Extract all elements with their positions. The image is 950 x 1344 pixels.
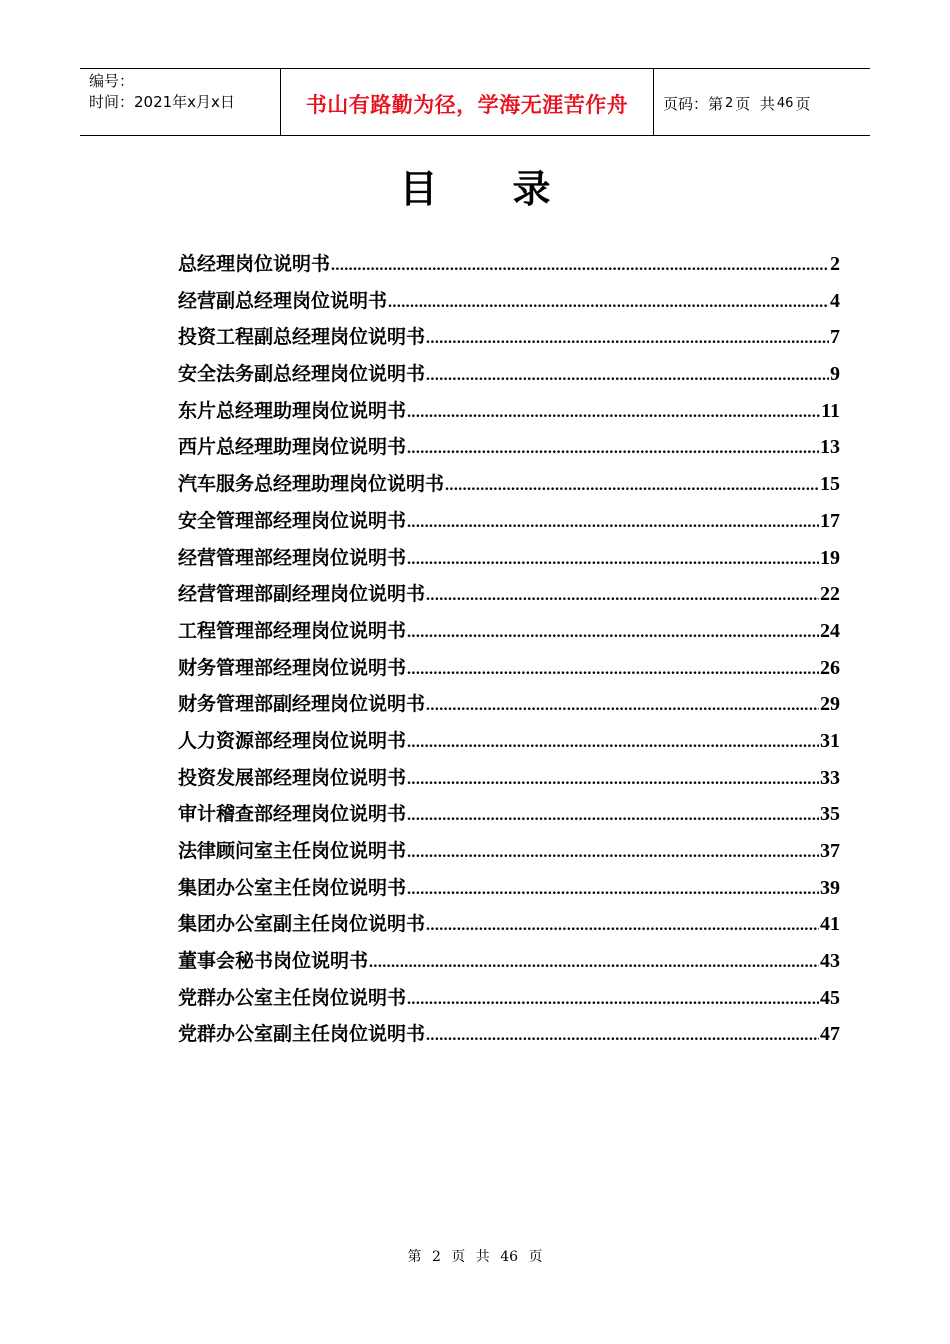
toc-entry[interactable] bbox=[178, 983, 840, 1020]
header-slogan: 书山有路勤为径，学海无涯苦作舟 bbox=[281, 69, 654, 135]
toc-entry-label: 投资工程副总经理岗位说明书 bbox=[178, 326, 426, 349]
toc-entry-page: 4 bbox=[830, 289, 840, 312]
toc-entry[interactable] bbox=[178, 543, 840, 580]
toc-entry-label: 投资发展部经理岗位说明书 bbox=[178, 766, 407, 789]
page-title: 目录 bbox=[399, 167, 626, 211]
document-number-label: 编号： bbox=[89, 72, 135, 90]
toc-leader-dots bbox=[407, 661, 819, 679]
toc-entry-page: 24 bbox=[820, 619, 840, 642]
toc-entry-label: 工程管理部经理岗位说明书 bbox=[178, 619, 407, 642]
page-total: 46 bbox=[776, 95, 794, 111]
toc-entry[interactable] bbox=[178, 469, 840, 506]
toc-entry-page: 17 bbox=[820, 509, 840, 532]
toc-entry-page: 2 bbox=[830, 253, 840, 275]
toc-leader-dots bbox=[426, 917, 819, 935]
toc-leader-dots bbox=[407, 551, 819, 569]
toc-entry-page: 7 bbox=[830, 326, 840, 349]
toc-entry[interactable] bbox=[178, 1019, 840, 1056]
table-of-contents bbox=[178, 249, 840, 1056]
toc-leader-dots bbox=[407, 440, 819, 458]
toc-entry-label: 财务管理部经理岗位说明书 bbox=[178, 656, 407, 679]
toc-leader-dots bbox=[331, 257, 829, 275]
toc-entry-label: 法律顾问室主任岗位说明书 bbox=[178, 840, 407, 862]
toc-leader-dots bbox=[407, 991, 819, 1009]
toc-leader-dots bbox=[407, 807, 819, 825]
toc-leader-dots bbox=[426, 367, 829, 385]
toc-entry-label: 人力资源部经理岗位说明书 bbox=[178, 729, 407, 752]
page-footer: 第 2 页 共 46 页 bbox=[407, 1249, 543, 1265]
toc-entry-label: 党群办公室主任岗位说明书 bbox=[178, 986, 407, 1009]
header-page-info bbox=[654, 69, 870, 135]
toc-leader-dots bbox=[407, 844, 819, 862]
toc-entry-page: 35 bbox=[820, 803, 840, 826]
toc-entry-label: 财务管理部副经理岗位说明书 bbox=[178, 693, 426, 716]
toc-leader-dots bbox=[407, 624, 819, 642]
document-date: 时间：2021年x月x日 bbox=[89, 93, 235, 111]
toc-entry-page: 45 bbox=[820, 986, 840, 1009]
toc-leader-dots bbox=[445, 477, 819, 495]
toc-entry[interactable] bbox=[178, 726, 840, 763]
toc-entry[interactable] bbox=[178, 873, 840, 910]
toc-leader-dots bbox=[388, 294, 829, 312]
toc-entry-page: 22 bbox=[820, 583, 840, 606]
toc-entry-page: 37 bbox=[820, 840, 840, 862]
page-current: 2 bbox=[725, 95, 734, 111]
toc-entry-page: 41 bbox=[820, 913, 840, 936]
toc-entry[interactable] bbox=[178, 286, 840, 323]
toc-entry-label: 经营管理部副经理岗位说明书 bbox=[178, 583, 426, 606]
toc-entry-page: 39 bbox=[820, 876, 840, 899]
toc-entry-label: 集团办公室副主任岗位说明书 bbox=[178, 913, 426, 936]
toc-entry-page: 15 bbox=[820, 473, 840, 496]
toc-entry[interactable] bbox=[178, 432, 840, 469]
toc-entry-page: 19 bbox=[820, 546, 840, 569]
toc-leader-dots bbox=[407, 881, 819, 899]
toc-leader-dots bbox=[407, 404, 820, 422]
toc-entry-label: 西片总经理助理岗位说明书 bbox=[178, 436, 407, 459]
toc-entry-label: 安全法务副总经理岗位说明书 bbox=[178, 363, 426, 386]
toc-entry-page: 43 bbox=[820, 950, 840, 973]
toc-entry[interactable] bbox=[178, 396, 840, 433]
toc-entry-page: 29 bbox=[820, 693, 840, 716]
page-prefix: 页码：第 bbox=[663, 94, 724, 113]
toc-entry-label: 集团办公室主任岗位说明书 bbox=[178, 876, 407, 899]
toc-leader-dots bbox=[407, 734, 819, 752]
toc-entry-label: 董事会秘书岗位说明书 bbox=[178, 950, 369, 973]
header-meta bbox=[80, 69, 281, 135]
toc-entry-label: 党群办公室副主任岗位说明书 bbox=[178, 1023, 426, 1046]
toc-entry-page: 33 bbox=[820, 766, 840, 789]
toc-entry-page: 9 bbox=[830, 363, 840, 386]
toc-entry[interactable] bbox=[178, 322, 840, 359]
toc-entry-page: 31 bbox=[820, 729, 840, 752]
toc-entry[interactable] bbox=[178, 616, 840, 653]
toc-leader-dots bbox=[426, 1027, 819, 1045]
toc-entry[interactable] bbox=[178, 909, 840, 946]
toc-entry[interactable] bbox=[178, 359, 840, 396]
toc-entry[interactable] bbox=[178, 689, 840, 726]
toc-entry-label: 经营副总经理岗位说明书 bbox=[178, 289, 388, 312]
toc-entry-label: 安全管理部经理岗位说明书 bbox=[178, 509, 407, 532]
toc-leader-dots bbox=[369, 954, 819, 972]
toc-entry-page: 11 bbox=[821, 399, 840, 422]
toc-leader-dots bbox=[407, 771, 819, 789]
toc-entry-label: 经营管理部经理岗位说明书 bbox=[178, 546, 407, 569]
toc-entry[interactable] bbox=[178, 506, 840, 543]
toc-entry[interactable] bbox=[178, 799, 840, 836]
toc-entry[interactable] bbox=[178, 763, 840, 800]
toc-entry-label: 汽车服务总经理助理岗位说明书 bbox=[178, 473, 445, 496]
toc-entry-page: 26 bbox=[820, 656, 840, 679]
toc-entry-label: 审计稽查部经理岗位说明书 bbox=[178, 803, 407, 826]
page-suffix: 页 bbox=[795, 94, 811, 113]
toc-entry[interactable] bbox=[178, 653, 840, 690]
page-mid: 页 共 bbox=[735, 94, 775, 113]
toc-entry-page: 13 bbox=[820, 436, 840, 459]
toc-entry-page: 47 bbox=[820, 1023, 840, 1046]
toc-leader-dots bbox=[426, 697, 819, 715]
toc-entry[interactable] bbox=[178, 249, 840, 286]
toc-leader-dots bbox=[426, 330, 829, 348]
toc-entry[interactable] bbox=[178, 579, 840, 616]
toc-entry-label: 东片总经理助理岗位说明书 bbox=[178, 399, 407, 422]
page-header bbox=[80, 68, 870, 136]
toc-leader-dots bbox=[426, 587, 819, 605]
toc-entry[interactable] bbox=[178, 946, 840, 983]
toc-entry-label: 总经理岗位说明书 bbox=[178, 253, 331, 275]
toc-entry[interactable] bbox=[178, 836, 840, 873]
toc-leader-dots bbox=[407, 514, 819, 532]
